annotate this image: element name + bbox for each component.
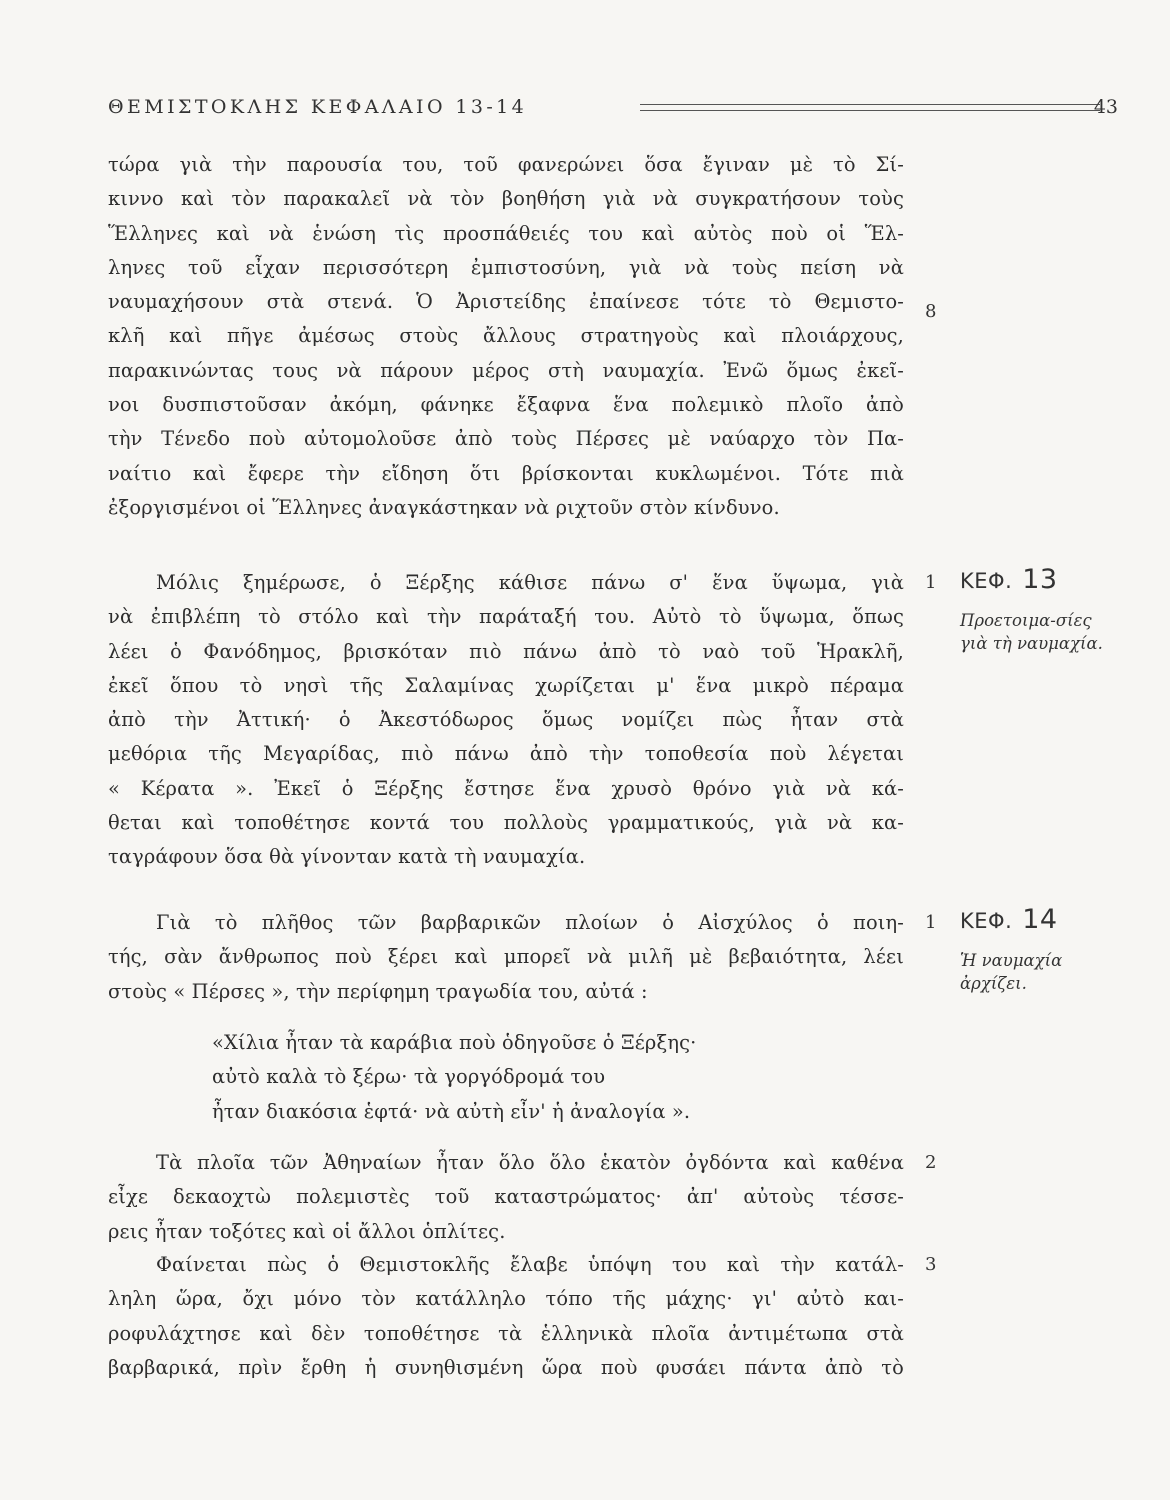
text-line: ναίτιο καὶ ἔφερε τὴν εἴδηση ὅτι βρίσκονται κυκλωμένοι. Τότε πιὰ xyxy=(108,461,904,485)
text-line: ληλη ὥρα, ὄχι μόνο τὸν κατάλληλο τόπο τῆς μάχης· γι' αὐτὸ και- xyxy=(108,1287,904,1311)
paragraph-2 xyxy=(108,566,904,875)
chapter-label xyxy=(960,564,1110,595)
text-line: Ἕλληνες καὶ νὰ ἑνώση τὶς προσπάθειές του καὶ αὐτὸς ποὺ οἱ Ἕλ- xyxy=(108,221,904,245)
margin-line-number: 2 xyxy=(925,1152,937,1173)
running-header xyxy=(108,96,1118,126)
text-line: κλῆ καὶ πῆγε ἀμέσως στοὺς ἄλλους στρατηγοὺς καὶ πλοιάρχους, xyxy=(108,324,904,348)
paragraph-1 xyxy=(108,148,904,525)
paragraph-4 xyxy=(108,1146,904,1249)
text-line: νοι δυσπιστοῦσαν ἀκόμη, φάνηκε ἔξαφνα ἕνα πολεμικὸ πλοῖο ἀπὸ xyxy=(108,393,904,417)
text-line: Τὰ πλοῖα τῶν Ἀθηναίων ἦταν ὅλο ὅλο ἑκατὸν ὀγδόντα καὶ καθένα xyxy=(156,1151,904,1174)
verse-line: αὐτὸ καλὰ τὸ ξέρω· τὰ γοργόδρομά του xyxy=(212,1065,606,1089)
text-line: λέει ὁ Φανόδημος, βρισκόταν πιὸ πάνω ἀπὸ τὸ ναὸ τοῦ Ἡρακλῆ, xyxy=(108,639,904,663)
header-double-rule xyxy=(640,104,1100,111)
chapter-abbrev: ΚΕΦ. xyxy=(960,909,1013,933)
chapter-label xyxy=(960,904,1110,935)
text-line: παρακινώντας τους νὰ πάρουν μέρος στὴ ναυμαχία. Ἐνῶ ὅμως ἐκεῖ- xyxy=(108,358,904,382)
text-line: νὰ ἐπιβλέπη τὸ στόλο καὶ τὴν παράταξή του. Αὐτὸ τὸ ὕψωμα, ὅπως xyxy=(108,605,904,629)
text-line: μεθόρια τῆς Μεγαρίδας, πιὸ πάνω ἀπὸ τὴν τοποθεσία ποὺ λέγεται xyxy=(108,742,904,766)
text-line: ρεις ἦταν τοξότες καὶ οἱ ἄλλοι ὁπλίτες. xyxy=(108,1219,506,1243)
text-line: θεται καὶ τοποθέτησε κοντά του πολλοὺς γραμματικούς, γιὰ νὰ κα- xyxy=(108,811,904,835)
text-line: Γιὰ τὸ πλῆθος τῶν βαρβαρικῶν πλοίων ὁ Αἰσχύλος ὁ ποιη- xyxy=(156,911,904,934)
sidenote-chapter-14 xyxy=(960,904,1110,995)
paragraph-3 xyxy=(108,906,904,1009)
chapter-number: 13 xyxy=(1022,564,1058,595)
text-line: τώρα γιὰ τὴν παρουσία του, τοῦ φανερώνει ὅσα ἔγιναν μὲ τὸ Σί- xyxy=(108,153,904,176)
sidenote-chapter-13 xyxy=(960,564,1110,655)
text-line: ταγράφουν ὅσα θὰ γίνονταν κατὰ τὴ ναυμαχία. xyxy=(108,845,586,869)
text-line: τὴν Τένεδο ποὺ αὐτομολοῦσε ἀπὸ τοὺς Πέρσες μὲ ναύαρχο τὸν Πα- xyxy=(108,427,904,451)
verse-line: «Χίλια ἦταν τὰ καράβια ποὺ ὁδηγοῦσε ὁ Ξέρξης· xyxy=(212,1031,697,1054)
text-line: « Κέρατα ». Ἐκεῖ ὁ Ξέρξης ἔστησε ἕνα χρυσὸ θρόνο γιὰ νὰ κά- xyxy=(108,776,904,800)
text-line: ἐκεῖ ὅπου τὸ νησὶ τῆς Σαλαμίνας χωρίζεται μ' ἕνα μικρὸ πέραμα xyxy=(108,673,904,697)
header-title: ΘΕΜΙΣΤΟΚΛΗΣ ΚΕΦΑΛΑΙΟ 13-14 xyxy=(108,96,528,118)
verse-line: ἦταν διακόσια ἑφτά· νὰ αὐτὴ εἶν' ἡ ἀναλογία ». xyxy=(212,1099,691,1123)
sidenote-summary: Προετοιμα-σίες γιὰ τὴ ναυμαχία. xyxy=(960,611,1103,653)
text-line: ἐξοργισμένοι οἱ Ἕλληνες ἀναγκάστηκαν νὰ ριχτοῦν στὸν κίνδυνο. xyxy=(108,495,780,519)
text-line: βαρβαρικά, πρὶν ἔρθη ἡ συνηθισμένη ὥρα ποὺ φυσάει πάντα ἀπὸ τὸ xyxy=(108,1355,904,1379)
sidenote-summary: Ἡ ναυμαχία ἀρχίζει. xyxy=(960,951,1063,993)
margin-line-number: 1 xyxy=(925,912,937,933)
text-line: εἶχε δεκαοχτὼ πολεμιστὲς τοῦ καταστρώματος· ἀπ' αὐτοὺς τέσσε- xyxy=(108,1185,904,1209)
text-line: Μόλις ξημέρωσε, ὁ Ξέρξης κάθισε πάνω σ' ἕνα ὕψωμα, γιὰ xyxy=(156,571,904,594)
chapter-number: 14 xyxy=(1022,904,1058,935)
text-line: τής, σὰν ἄνθρωπος ποὺ ξέρει καὶ μπορεῖ νὰ μιλῆ μὲ βεβαιότητα, λέει xyxy=(108,945,904,969)
margin-line-number: 8 xyxy=(925,301,937,322)
chapter-abbrev: ΚΕΦ. xyxy=(960,569,1013,593)
page-number: 43 xyxy=(1093,96,1118,118)
text-line: στοὺς « Πέρσες », τὴν περίφημη τραγωδία του, αὐτά : xyxy=(108,979,648,1003)
text-line: κιννο καὶ τὸν παρακαλεῖ νὰ τὸν βοηθήση γιὰ νὰ συγκρατήσουν τοὺς xyxy=(108,187,904,211)
margin-line-number: 3 xyxy=(925,1254,937,1275)
text-line: ἀπὸ τὴν Ἀττική· ὁ Ἀκεστόδωρος ὅμως νομίζει πὼς ἦταν στὰ xyxy=(108,708,904,732)
verse-quote xyxy=(108,1026,904,1129)
text-line: ροφυλάχτησε καὶ δὲν τοποθέτησε τὰ ἑλληνικὰ πλοῖα ἀντιμέτωπα στὰ xyxy=(108,1321,904,1345)
text-line: Φαίνεται πὼς ὁ Θεμιστοκλῆς ἔλαβε ὑπόψη του καὶ τὴν κατάλ- xyxy=(156,1253,904,1276)
margin-line-number: 1 xyxy=(925,572,937,593)
text-line: ναυμαχήσουν στὰ στενά. Ὁ Ἀριστείδης ἐπαίνεσε τότε τὸ Θεμιστο- xyxy=(108,290,904,314)
paragraph-5 xyxy=(108,1248,904,1385)
text-line: ληνες τοῦ εἶχαν περισσότερη ἐμπιστοσύνη, γιὰ νὰ τοὺς πείση νὰ xyxy=(108,255,904,279)
